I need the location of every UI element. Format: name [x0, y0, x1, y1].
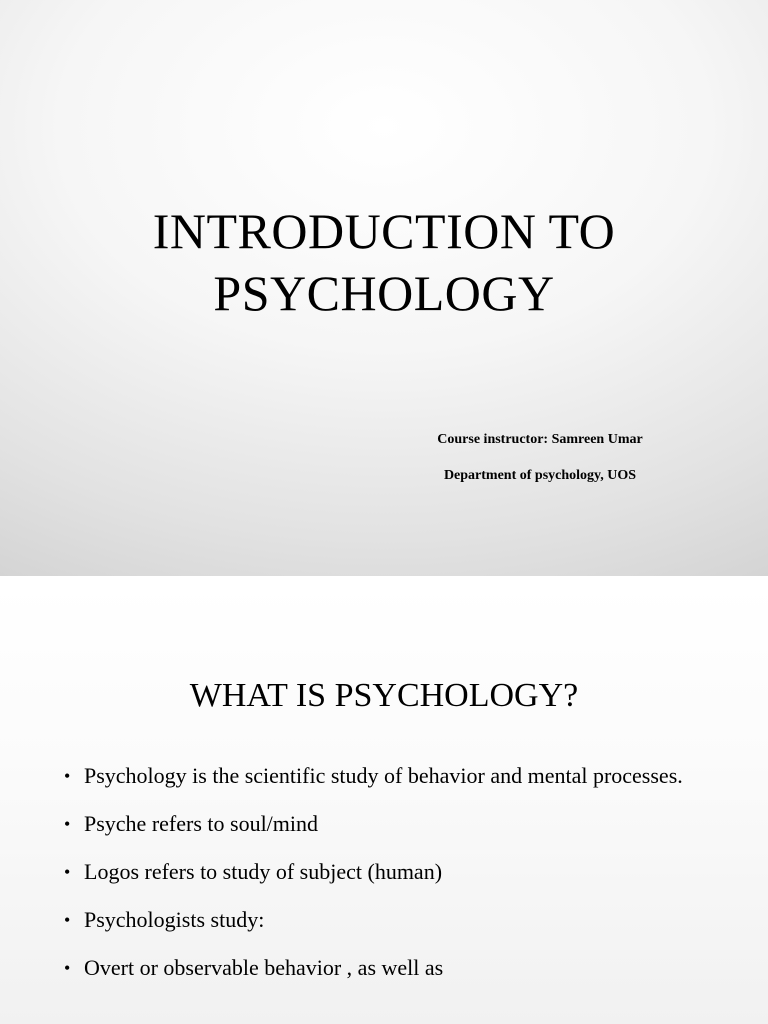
bullet-item — [62, 855, 702, 889]
slide-heading: WHAT IS PSYCHOLOGY? — [189, 677, 579, 714]
bullet-item — [62, 903, 702, 937]
bullet-item — [62, 807, 702, 841]
department-text: Department of psychology, UOS — [443, 468, 637, 483]
bullet-icon: • — [64, 910, 71, 930]
bullet-text: Overt or observable behavior , as well as — [84, 955, 444, 980]
bullet-list — [62, 759, 702, 999]
bullet-icon: • — [64, 958, 71, 978]
bullet-text: Psychology is the scientific study of behavior and mental processes. — [84, 763, 683, 788]
bullet-icon: • — [64, 862, 71, 882]
content-slide — [0, 584, 768, 1024]
instructor-text: Course instructor: Samreen Umar — [437, 432, 643, 447]
bullet-item — [62, 759, 702, 793]
bullet-icon: • — [64, 814, 71, 834]
bullet-text: Psychologists study: — [84, 907, 265, 932]
slide-title — [0, 200, 768, 324]
bullet-item — [62, 951, 702, 985]
bullet-text: Logos refers to study of subject (human) — [84, 859, 443, 884]
title-line-1: INTRODUCTION TO — [152, 203, 616, 259]
bullet-text: Psyche refers to soul/mind — [84, 811, 319, 836]
bullet-icon: • — [64, 766, 71, 786]
title-line-2: PSYCHOLOGY — [213, 265, 555, 321]
